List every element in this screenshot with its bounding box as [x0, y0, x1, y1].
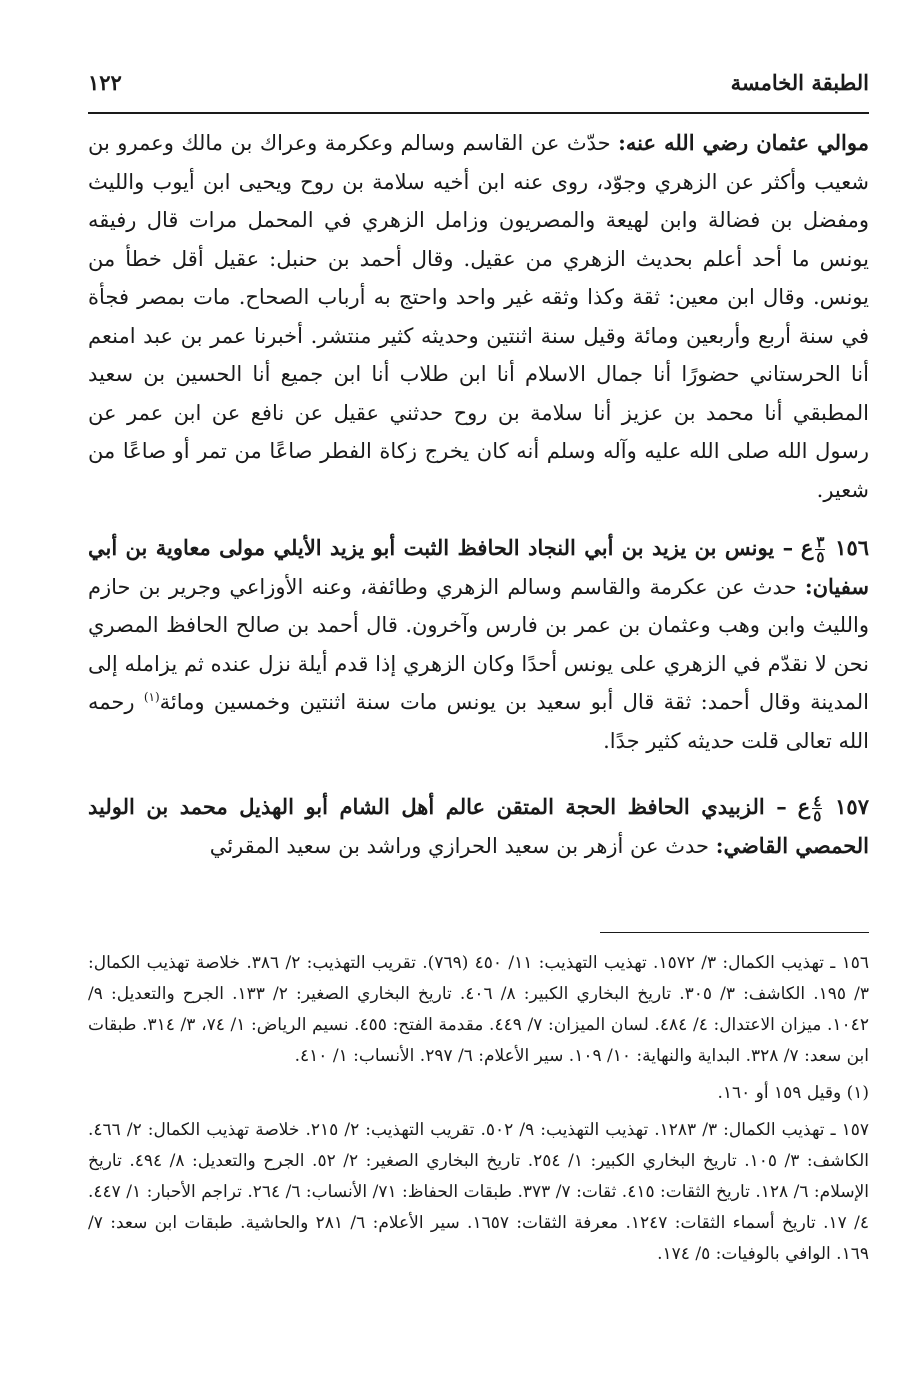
page-header — [88, 60, 869, 104]
intro-text: حدّث عن القاسم وسالم وعكرمة وعراك بن مالك وعمرو بن شعيب وأكثر عن الزهري وجوّد، روى عنه ابن أخيه سلامة بن روح ويحيى ابن أيوب والليث ومفضل بن فضالة وابن لهيعة والمصريون وزامل الزهري في المحمل مرات قال رفيقه يونس ما أحد أعلم بحديث الزهري من عقيل. وقال أحمد بن حنبل: عقيل أقل خطأ من يونس. وقال ابن معين: ثقة وكذا وثقه غير واحد واحتج به أرباب الصحاح. مات بمصر فجأة في سنة أربع وأربعين ومائة وقيل سنة اثنتين وحديثه كثير منتشر. أخبرنا عمر بن عبد امنعم أنا الحرستاني حضورًا أنا جمال الاسلام أنا ابن طلاب أنا ابن جميع أنا الحسين بن سعيد المطبقي أنا محمد بن عزيز أنا سلامة بن روح حدثني عقيل عن نافع عن ابن عمر عن رسول الله صلى الله عليه وآله وسلم أنه كان يخرج زكاة الفطر صاعًا من تمر أو صاعًا من شعير. — [88, 131, 869, 502]
footnote-157: ١٥٧ ـ تهذيب الكمال: ٣/ ١٢٨٣. تهذيب التهذيب: ٩/ ٥٠٢. تقريب التهذيب: ٢/ ٢١٥. خلاصة تهذيب الكمال: ٢/ ٤٦٦. الكاشف: ٣/ ١٠٥. تاريخ البخاري الكبير: ١/ ٢٥٤. تاريخ البخاري الصغير: ٢/ ٥٢. الجرح والتعديل: ٨/ ٤٩٤. تاريخ الإسلام: ٦/ ١٢٨. تاريخ الثقات: ٤١٥. ثقات: ٧/ ٣٧٣. طبقات الحفاظ: ٧١/ الأنساب: ٦/ ٢٦٤. تراجم الأحبار: ١/ ٤٤٧. ٤/ ١٧. تاريخ أسماء الثقات: ١٢٤٧. معرفة الثقات: ١٦٥٧. سير الأعلام: ٦/ ٢٨١ والحاشية. طبقات ابن سعد: ٧/ ١٦٩. الوافي بالوفيات: ٥/ ١٧٤. — [88, 1120, 870, 1264]
footnote-1: (١) وقيل ١٥٩ أو ١٦٠. — [717, 1083, 869, 1103]
entry-156-letter: ع — [800, 535, 814, 560]
entry-157-frac-bottom: ٥ — [813, 807, 822, 825]
entry-156-text: حدث عن عكرمة والقاسم وسالم الزهري وطائفة، وعنه الأوزاعي وجرير بن حازم والليث وابن وهب وعثمان بن عمر بن فارس وآخرون. قال أحمد بن صالح الحافظ المصري نحن لا نقدّم في الزهري على يونس أحدًا وكان الزهري إذا قدم أيلة نزل عنده ثم يزامله إلى المدينة وقال أحمد: ثقة قال أبو سعيد بن يونس مات سنة اثنتين وخمسين ومائة — [88, 574, 869, 714]
entry-156-frac-top: ٣ — [816, 533, 825, 551]
entry-157-text: حدث عن أزهر بن سعيد الحرازي وراشد بن سعيد المقرئي — [209, 833, 710, 858]
entry-157-number: ١٥٧ — [835, 794, 869, 819]
footnote-rule — [600, 932, 869, 933]
footnote-156: ١٥٦ ـ تهذيب الكمال: ٣/ ١٥٧٢. تهذيب التهذيب: ١١/ ٤٥٠ (٧٦٩). تقريب التهذيب: ٢/ ٣٨٦. خلاصة تهذيب الكمال: ٣/ ١٩٥. الكاشف: ٣/ ٣٠٥. تاريخ البخاري الكبير: ٨/ ٤٠٦. تاريخ البخاري الصغير: ٢/ ١٣٣. الجرح والتعديل: ٩/ ١٠٤٢. ميزان الاعتدال: ٤/ ٤٨٤. لسان الميزان: ٧/ ٤٤٩. مقدمة الفتح: ٤٥٥. نسيم الرياض: ١/ ٧٤، ٣/ ٣١٤. طبقات ابن سعد: ٧/ ٣٢٨. البداية والنهاية: ١٠/ ١٠٩. سير الأعلام: ٦/ ٢٩٧. الأنساب: ١/ ٤١٠. — [88, 953, 869, 1066]
entry-157 — [88, 788, 869, 865]
running-title: الطبقة الخامسة — [730, 69, 869, 95]
entry-157-frac-top: ٤ — [813, 792, 822, 810]
entry-157-letter: ع — [797, 794, 811, 819]
entry-156 — [88, 529, 869, 760]
footnote-ref-1: (١) — [143, 690, 160, 704]
intro-paragraph — [88, 124, 869, 509]
main-text — [88, 124, 869, 865]
entry-156-fraction — [815, 535, 825, 564]
entry-156-number: ١٥٦ — [835, 535, 870, 560]
entry-157-fraction — [812, 794, 822, 823]
entry-156-text-end: رحمه الله تعالى قلت حديثه كثير جدًا. — [88, 690, 869, 753]
intro-bold: موالي عثمان رضي الله عنه: — [618, 130, 869, 155]
header-rule — [88, 112, 869, 114]
entry-157-heading: – الزبيدي الحافظ الحجة المتقن عالم أهل الشام أبو الهذيل محمد بن الوليد الحمصي القاضي: — [88, 794, 869, 858]
entry-156-frac-bottom: ٥ — [816, 548, 825, 566]
page-number: ١٢٢ — [88, 69, 122, 95]
footnotes — [88, 948, 869, 1276]
entry-156-heading: – يونس بن يزيد بن أبي النجاد الحافظ الثبت أبو يزيد الأيلي مولى معاوية بن أبي سفيان: — [88, 535, 869, 599]
